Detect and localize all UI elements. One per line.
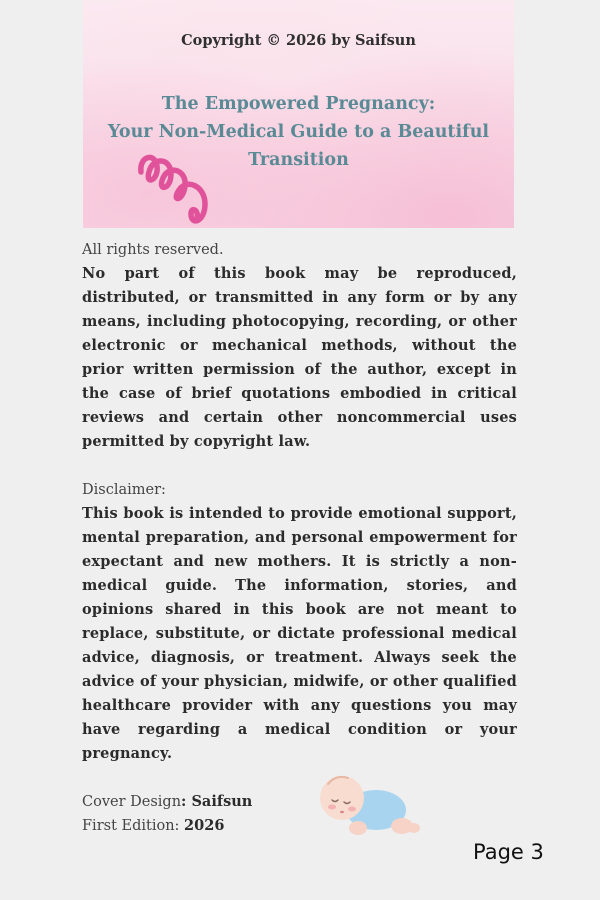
edition-line [82,814,517,838]
rights-label: All rights reserved. [82,242,224,258]
edition-label: First Edition: [82,818,180,834]
credits-section [82,790,517,838]
book-title-line-2: Your Non-Medical Guide to a Beautiful [107,122,490,142]
copyright-line: Copyright © 2026 by Saifsun [181,32,416,49]
disclaimer-section [82,478,517,766]
book-title-line-1: The Empowered Pregnancy: [161,94,436,114]
sleeping-baby-icon [318,770,423,840]
page-number: Page 3 [473,840,544,864]
edition-value: 2026 [184,817,225,834]
disclaimer-paragraph: This book is intended to provide emotional support, mental preparation, and personal empowerment for expectant and new mothers. It is strictly a non-medical guide. The information, stories, and opinions shared in this book are not meant to replace, substitute, or dictate professional medical advice, diagnosis, or treatment. Always seek the advice of your physician, midwife, or other qualified healthcare provider with any questions you may have regarding a medical condition or your pregnancy. [82,505,517,762]
squiggle-decoration-icon [135,146,220,228]
header-banner [83,0,514,228]
cover-design-value: Saifsun [191,793,253,810]
cover-design-label: Cover Design [82,794,182,810]
rights-section [82,238,517,454]
disclaimer-label: Disclaimer: [82,482,166,498]
cover-design-line: Cover Design: Saifsun [82,793,253,810]
book-title-line-3: Transition [248,150,349,170]
rights-paragraph: No part of this book may be reproduced, distributed, or transmitted in any form or by any means, including photocopying, recording, or other electronic or mechanical methods, without the prior written permission of the author, except in the case of brief quotations embodied in critical reviews and certain other noncommercial uses permitted by copyright law. [82,265,517,450]
